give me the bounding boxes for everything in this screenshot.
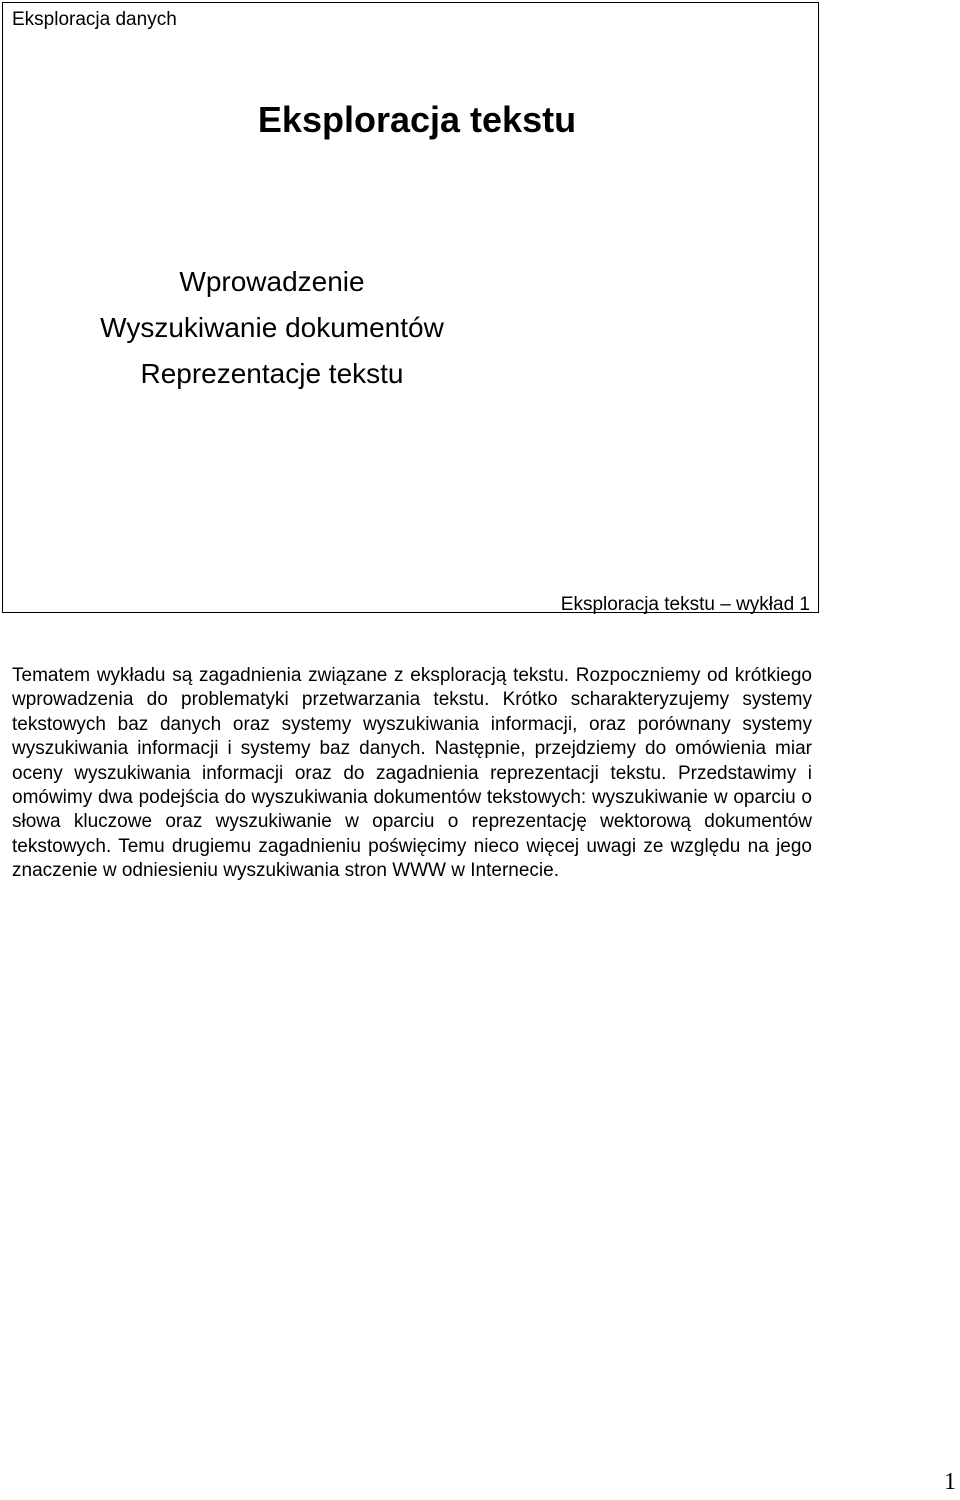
topic-list <box>3 259 541 397</box>
slide-frame <box>2 2 819 613</box>
slide-footer: Eksploracja tekstu – wykład 1 <box>560 594 810 615</box>
slide-header: Eksploracja danych <box>12 9 177 30</box>
slide-title: Eksploracja tekstu <box>257 99 577 140</box>
topic-item: Wprowadzenie <box>179 266 365 297</box>
lecture-notes: Tematem wykładu są zagadnienia związane z eksploracją tekstu. Rozpoczniemy od krótkiego wprowadzenia do problematyki przetwarzania tekstu. Krótko scharakteryzujemy systemy tekstowych baz danych oraz systemy wyszukiwania informacji, oraz porównany systemy wyszukiwania informacji i systemy baz danych. Następnie, przejdziemy do omówienia miar oceny wyszukiwania informacji oraz do zagadnienia reprezentacji tekstu. Przedstawimy i omówimy dwa podejścia do wyszukiwania dokumentów tekstowych: wyszukiwanie w oparciu o słowa kluczowe oraz wyszukiwanie w oparciu o reprezentację wektorową dokumentów tekstowych. Temu drugiemu zagadnieniu poświęcimy nieco więcej uwagi ze względu na jego znaczenie w odniesieniu wyszukiwania stron WWW w Internecie. <box>12 665 812 882</box>
page-number: 1 <box>944 1469 956 1495</box>
topic-item: Reprezentacje tekstu <box>140 358 404 389</box>
topic-item: Wyszukiwanie dokumentów <box>100 312 444 343</box>
